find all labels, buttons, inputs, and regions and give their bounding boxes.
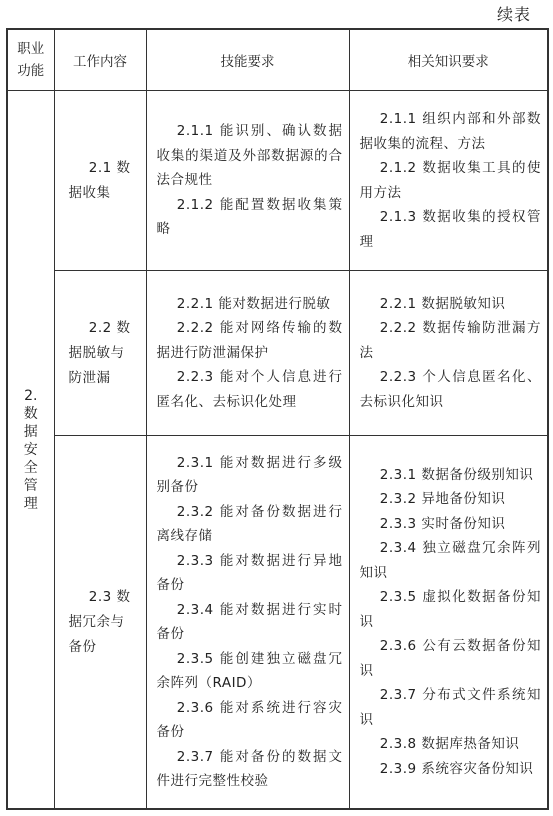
knowledge-item: 2.1.1 组织内部和外部数据收集的流程、方法 (359, 111, 541, 152)
header-function-line1: 职业 (17, 41, 45, 57)
function-cell (7, 91, 54, 810)
skill-item: 2.2.1 能对数据进行脱敏 (176, 295, 331, 312)
work-cell (54, 271, 146, 436)
header-knowledge: 相关知识要求 (349, 29, 548, 91)
skill-item: 2.3.6 能对系统进行容灾备份 (156, 699, 343, 740)
knowledge-item: 2.3.1 数据备份级别知识 (379, 466, 534, 483)
skill-item: 2.1.1 能识别、确认数据收集的渠道及外部数据源的合法合规性 (156, 123, 343, 189)
knowledge-item: 2.3.8 数据库热备知识 (379, 736, 520, 753)
skills-table (6, 28, 549, 810)
header-function-line2: 功能 (17, 63, 45, 79)
function-char: 理 (23, 495, 38, 512)
skill-item: 2.3.2 能对备份数据进行离线存储 (156, 503, 343, 544)
function-char: 全 (23, 459, 38, 476)
table-row (7, 436, 548, 810)
header-work: 工作内容 (54, 29, 146, 91)
work-cell (54, 436, 146, 810)
skills-cell (146, 91, 349, 271)
knowledge-item: 2.3.3 实时备份知识 (379, 515, 506, 532)
table-row (7, 91, 548, 271)
skill-item: 2.3.3 能对数据进行异地备份 (156, 552, 343, 593)
knowledge-item: 2.3.7 分布式文件系统知识 (359, 687, 541, 728)
knowledge-item: 2.3.6 公有云数据备份知识 (359, 638, 541, 679)
function-char: 据 (23, 423, 38, 440)
knowledge-item: 2.1.2 数据收集工具的使用方法 (359, 160, 541, 201)
knowledge-item: 2.3.5 虚拟化数据备份知识 (359, 589, 541, 630)
function-char: 数 (23, 405, 38, 422)
knowledge-item: 2.3.2 异地备份知识 (379, 491, 506, 508)
knowledge-item: 2.2.3 个人信息匿名化、去标识化知识 (359, 369, 541, 410)
table-row (7, 271, 548, 436)
knowledge-cell (349, 91, 548, 271)
knowledge-cell (349, 436, 548, 810)
knowledge-item: 2.3.4 独立磁盘冗余阵列知识 (359, 540, 541, 581)
header-skills: 技能要求 (146, 29, 349, 91)
function-label (8, 387, 54, 513)
function-char: 管 (23, 477, 38, 494)
work-cell (54, 91, 146, 271)
knowledge-item: 2.2.1 数据脱敏知识 (379, 295, 506, 312)
skills-cell (146, 271, 349, 436)
header-function (7, 29, 54, 91)
function-char: 安 (23, 441, 38, 458)
skill-item: 2.2.3 能对个人信息进行匿名化、去标识化处理 (156, 369, 343, 410)
work-text: 2.2 数据脱敏与防泄漏 (68, 319, 131, 386)
header-row (7, 29, 548, 91)
work-text: 2.1 数据收集 (68, 159, 131, 201)
skill-item: 2.2.2 能对网络传输的数据进行防泄漏保护 (156, 320, 343, 361)
skills-cell (146, 436, 349, 810)
skill-item: 2.3.4 能对数据进行实时备份 (156, 601, 343, 642)
knowledge-item: 2.1.3 数据收集的授权管理 (359, 209, 541, 250)
knowledge-item: 2.3.9 系统容灾备份知识 (379, 760, 534, 777)
skill-item: 2.3.7 能对备份的数据文件进行完整性校验 (156, 748, 343, 789)
work-text: 2.3 数据冗余与备份 (68, 588, 131, 655)
skill-item: 2.3.1 能对数据进行多级别备份 (156, 454, 343, 495)
skill-item: 2.1.2 能配置数据收集策略 (156, 196, 343, 238)
continued-label: 续表 (496, 5, 531, 24)
knowledge-cell (349, 271, 548, 436)
knowledge-item: 2.2.2 数据传输防泄漏方法 (359, 320, 541, 361)
function-number: 2. (24, 387, 38, 404)
skill-item: 2.3.5 能创建独立磁盘冗余阵列（RAID） (156, 650, 343, 691)
